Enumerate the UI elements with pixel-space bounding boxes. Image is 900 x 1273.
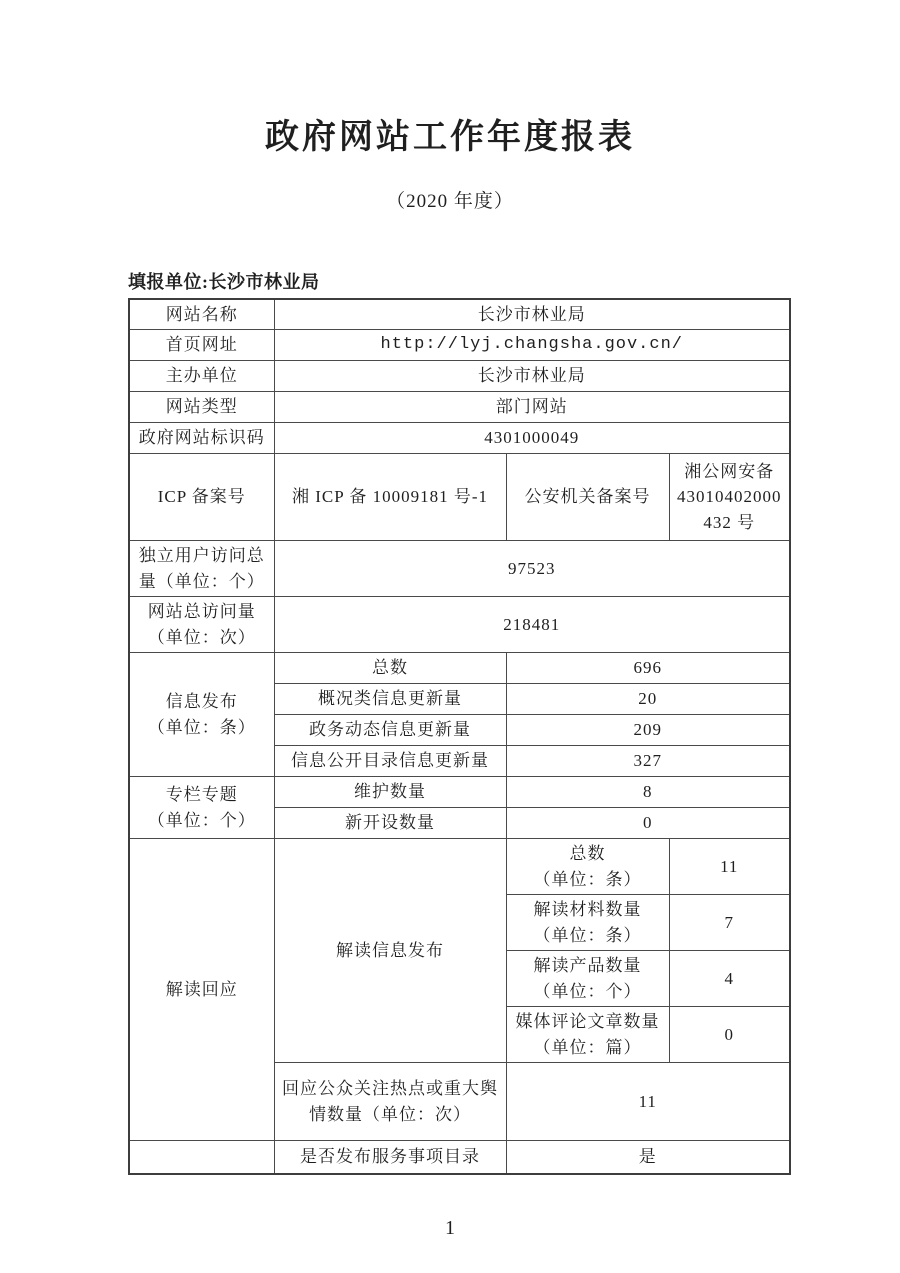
group-label-interpretation-publish: 解读信息发布	[274, 839, 506, 1063]
table-row	[129, 653, 790, 684]
row-label-media-comments-unit: （单位：篇）	[533, 1037, 642, 1057]
row-value-gov-news-updates: 209	[506, 715, 790, 746]
row-value-unique-visitors: 97523	[274, 541, 790, 597]
row-label-police-record: 公安机关备案号	[506, 454, 669, 541]
row-label-interp-total-name: 总数	[569, 844, 606, 863]
table-row	[129, 777, 790, 808]
group-label-info-publish-name: 信息发布	[165, 692, 238, 711]
row-label-interp-materials	[506, 895, 669, 951]
row-label-service-directory: 是否发布服务事项目录	[274, 1141, 506, 1174]
table-row	[129, 361, 790, 392]
table-row	[129, 454, 790, 541]
row-label-hotspot-response: 回应公众关注热点或重大舆情数量（单位：次）	[274, 1063, 506, 1141]
row-label-maintained-count: 维护数量	[274, 777, 506, 808]
group-label-special-columns	[129, 777, 274, 839]
row-value-media-comments: 0	[669, 1007, 790, 1063]
row-value-site-id-code: 4301000049	[274, 423, 790, 454]
row-label-gov-news-updates: 政务动态信息更新量	[274, 715, 506, 746]
row-label-media-comments	[506, 1007, 669, 1063]
row-value-site-type: 部门网站	[274, 392, 790, 423]
group-label-info-publish	[129, 653, 274, 777]
row-label-newly-opened-count: 新开设数量	[274, 808, 506, 839]
row-label-interp-products-unit: （单位：个）	[533, 981, 642, 1001]
row-label-site-type: 网站类型	[129, 392, 274, 423]
table-row	[129, 1141, 790, 1174]
row-value-interp-materials: 7	[669, 895, 790, 951]
page-title: 政府网站工作年度报表	[265, 118, 635, 156]
row-value-maintained-count: 8	[506, 777, 790, 808]
row-label-total-visits: 网站总访问量（单位：次）	[129, 597, 274, 653]
row-label-interp-materials-unit: （单位：条）	[533, 925, 642, 945]
table-row	[129, 423, 790, 454]
table-row	[129, 839, 790, 895]
table-row	[129, 541, 790, 597]
row-value-service-directory: 是	[506, 1141, 790, 1174]
row-label-site-id-code: 政府网站标识码	[129, 423, 274, 454]
empty-group-cell	[129, 1141, 274, 1174]
row-label-interp-products-name: 解读产品数量	[533, 956, 642, 975]
row-value-overview-updates: 20	[506, 684, 790, 715]
row-value-newly-opened-count: 0	[506, 808, 790, 839]
row-value-homepage-url: http://lyj.changsha.gov.cn/	[274, 330, 790, 361]
annual-report-table	[128, 298, 791, 1175]
reporting-unit-line: 填报单位:长沙市林业局	[128, 271, 320, 292]
row-label-info-total: 总数	[274, 653, 506, 684]
row-label-interp-products	[506, 951, 669, 1007]
group-label-interpretation: 解读回应	[129, 839, 274, 1141]
row-value-info-total: 696	[506, 653, 790, 684]
row-label-interp-materials-name: 解读材料数量	[533, 900, 642, 919]
row-value-interp-products: 4	[669, 951, 790, 1007]
row-label-interp-total-unit: （单位：条）	[533, 869, 642, 889]
row-value-police-record: 湘公网安备 43010402000432 号	[669, 454, 790, 541]
row-value-hotspot-response: 11	[506, 1063, 790, 1141]
row-label-unique-visitors: 独立用户访问总量（单位：个）	[129, 541, 274, 597]
row-value-icp: 湘 ICP 备 10009181 号-1	[274, 454, 506, 541]
row-label-overview-updates: 概况类信息更新量	[274, 684, 506, 715]
group-label-special-columns-unit: （单位：个）	[147, 810, 256, 830]
page-number: 1	[445, 1216, 455, 1239]
row-label-media-comments-name: 媒体评论文章数量	[515, 1012, 660, 1031]
row-label-site-name: 网站名称	[129, 299, 274, 330]
group-label-special-columns-name: 专栏专题	[165, 785, 238, 804]
table-row	[129, 597, 790, 653]
row-label-interp-total	[506, 839, 669, 895]
row-label-icp: ICP 备案号	[129, 454, 274, 541]
row-value-total-visits: 218481	[274, 597, 790, 653]
group-label-info-publish-unit: （单位：条）	[147, 717, 256, 737]
row-label-open-directory-updates: 信息公开目录信息更新量	[274, 746, 506, 777]
row-label-homepage-url: 首页网址	[129, 330, 274, 361]
table-row	[129, 392, 790, 423]
row-value-sponsor-unit: 长沙市林业局	[274, 361, 790, 392]
row-value-interp-total: 11	[669, 839, 790, 895]
row-value-open-directory-updates: 327	[506, 746, 790, 777]
page-subtitle: （2020 年度）	[386, 190, 514, 212]
row-label-sponsor-unit: 主办单位	[129, 361, 274, 392]
table-row	[129, 299, 790, 330]
row-value-site-name: 长沙市林业局	[274, 299, 790, 330]
table-row	[129, 330, 790, 361]
